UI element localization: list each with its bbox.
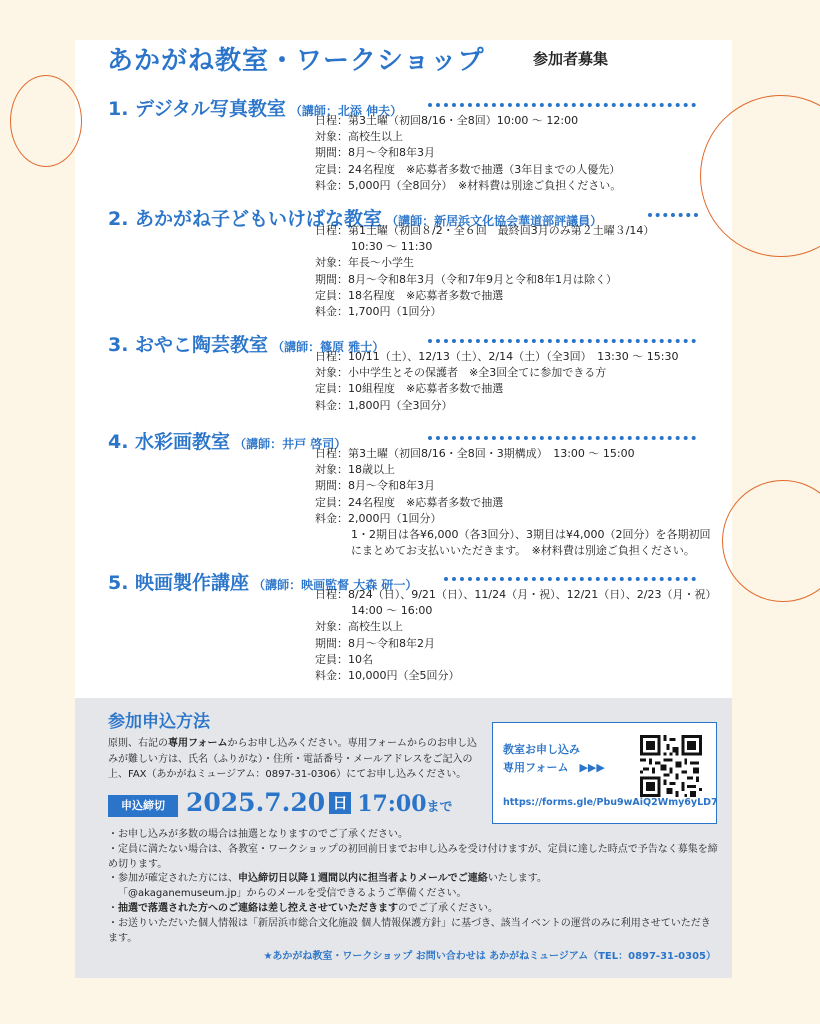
section-title-2: 2. あかがね子どもいけばな教室 （講師：新居浜文化協会華道部評議員） — [108, 208, 603, 230]
form-label: 教室お申し込み 専用フォーム ▶▶▶ — [503, 743, 605, 774]
lecturer-5: （講師：映画監督 大森 研一） — [253, 578, 418, 592]
dotted-rule — [648, 213, 698, 217]
section-details-5: 日程：8/24（日）、9/21（日）、11/24（月・祝）、12/21（日）、2/23（月・祝） 14:00 ～ 16:00 対象：高校生以上 期間：8月～令和8年2月 定員：10名 料金：10,000円（全5回分） — [315, 588, 717, 683]
section-title-3: 3. おやこ陶芸教室 （講師：篠原 雅士） — [108, 334, 385, 356]
apply-title: 参加申込方法 — [108, 712, 210, 732]
apply-text: 原則、右記の専用フォームからお申し込みください。専用フォームからのお申し込みが難しい方は、氏名（ふりがな）・住所・電話番号・メールアドレスをご記入の上、FAX（あかがねミュージアム：0897-31-0306）にてお申し込みください。 — [108, 738, 477, 780]
recruit-label: 参加者募集 — [533, 50, 609, 68]
form-url-link[interactable]: https://forms.gle/Pbu9wAiQ2Wmy6yLD7 — [503, 797, 718, 808]
lecturer-1: （講師：北添 伸夫） — [289, 104, 403, 118]
section-details-3: 日程：10/11（土）、12/13（土）、2/14（土）（全3回） 13:30 ～ 15:30 対象：小中学生とその保護者 ※全3回全てに参加できる方 定員：10組程度 ※応募者多数で抽選 料金：1,800円（全3回分） — [315, 350, 679, 412]
section-title-4: 4. 水彩画教室 （講師：井戸 啓司） — [108, 431, 347, 453]
section-details-2: 日程：第1土曜（初回８/2・全６回 最終回3月のみ第２土曜３/14） 10:30 ～ 11:30 対象：年長～小学生 期間：8月～令和8年3月（令和7年9月と令和8年1月は除く） 定員：18名程度 ※応募者多数で抽選 料金：1,700円（1回分） — [315, 224, 655, 319]
section-details-1: 日程：第3土曜（初回8/16・全8回）10:00 ～ 12:00 対象：高校生以上 期間：8月～令和8年3月 定員：24名程度 ※応募者多数で抽選（3年目までの人優先） 料金：5,000円（全8回分） ※材料費は別途ご負担ください。 — [315, 114, 622, 192]
deadline-badge: 申込締切 — [108, 795, 178, 817]
page-title: あかがね教室・ワークショップ — [107, 46, 485, 76]
deadline-date: 2025.7.20 日 17:00まで — [186, 788, 453, 817]
decorative-arc-right-bottom — [722, 480, 820, 602]
decorative-arc-left — [10, 75, 82, 167]
notes-list: ・お申し込みが多数の場合は抽選となりますのでご了承ください。 ・定員に満たない場合は、各教室・ワークショップの初回前日までお申し込みを受け付けますが、定員に達した時点で予告なく募集を締め切ります。 ・参加が確定された方には、申込締切日以降１週間以内に担当者よりメールでご連絡いたします。 「@akaganemuseum.jp」からのメールを受信できるようご準備ください。 ・抽選で落選された方へのご連絡は差し控えさせていただきますのでご了承ください。 ・お送りいただいた個人情報は「新居浜市総合文化施設 個人情報保護方針」に基づき、該当イベントの運営のみに利用させていただきます。 — [108, 829, 718, 944]
dotted-rule — [428, 103, 696, 107]
qr-code-icon[interactable] — [640, 735, 702, 797]
dotted-rule — [444, 577, 696, 581]
contact-info: ★あかがね教室・ワークショップ お問い合わせは あかがねミュージアム（TEL：0897-31-0305） — [263, 951, 716, 962]
dotted-rule — [428, 339, 696, 343]
dotted-rule — [428, 436, 696, 440]
deadline-day-badge: 日 — [329, 792, 351, 814]
section-title-5: 5. 映画製作講座 （講師：映画監督 大森 研一） — [108, 572, 418, 594]
lecturer-2: （講師：新居浜文化協会華道部評議員） — [386, 214, 603, 228]
section-title-1: 1. デジタル写真教室 （講師：北添 伸夫） — [108, 98, 403, 120]
section-details-4: 日程：第3土曜（初回8/16・全8回・3期構成） 13:00 ～ 15:00 対象：18歳以上 期間：8月～令和8年3月 定員：24名程度 ※応募者多数で抽選 料金：2,000円（1回分） 1・2期目は各¥6,000（各3回分）、3期目は¥4,000（2回分）を各期初回 にまとめてお支払いいただきます。 ※材料費は別途ご負担ください。 — [315, 447, 711, 558]
lecturer-4: （講師：井戸 啓司） — [234, 437, 347, 451]
lecturer-3: （講師：篠原 雅士） — [272, 340, 385, 354]
